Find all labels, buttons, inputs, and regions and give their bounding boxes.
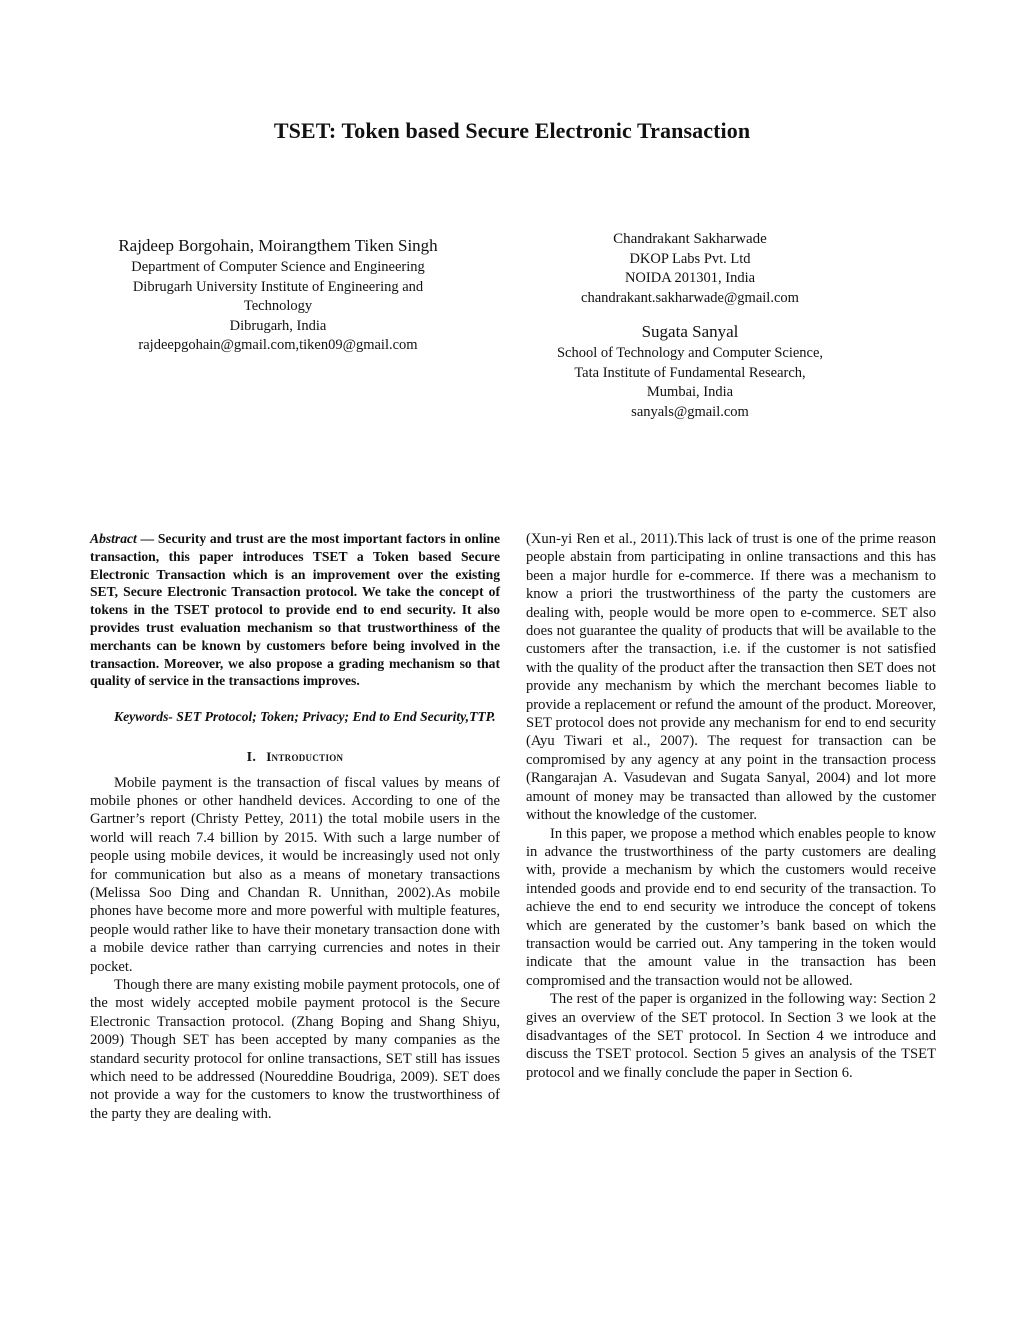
affiliation-line: NOIDA 201301, India	[624, 270, 756, 286]
affiliation-line: Dibrugarh University Institute of Engineering and	[132, 278, 424, 295]
section-title: Introduction	[266, 749, 344, 765]
author-block-right	[556, 230, 824, 422]
author-email: sanyals@gmail.com	[631, 403, 749, 420]
paper-title: TSET: Token based Secure Electronic Transaction	[273, 118, 751, 143]
author-email: chandrakant.sakharwade@gmail.com	[581, 289, 799, 306]
abstract	[90, 530, 500, 690]
author-names: Rajdeep Borgohain, Moirangthem Tiken Singh	[118, 236, 438, 255]
author-name: Sugata Sanyal	[641, 322, 739, 341]
author-email: rajdeepgohain@gmail.com,tiken09@gmail.com	[138, 337, 418, 353]
paragraph: In this paper, we propose a method which enables people to know in advance the trustworthiness of the party customers are dealing with, provide a mechanism by which the customers would receive intended goods and provide end to end security of the transaction. To achieve the end to end security we introduce the concept of tokens which are generated by the customer’s bank based on which the transaction would be carried out. Any tampering in the token would indicate that the amount value in the transaction has been compromised and the transaction would not be allowed.	[526, 825, 936, 989]
affiliation-line: Technology	[243, 298, 313, 314]
affiliation-line: DKOP Labs Pvt. Ltd	[629, 250, 751, 267]
affiliation-line: Dibrugarh, India	[229, 317, 327, 334]
paragraph: Mobile payment is the transaction of fiscal values by means of mobile phones or other handheld devices. According to one of the Gartner’s report (Christy Pettey, 2011) the total mobile users in the world will reach 7.4 billion by 2015. With such a large number of people using mobile devices, it would be increasingly used not only for communication but also as a means of monetary transactions (Melissa Soo Ding and Chandan R. Unnithan, 2002).As mobile phones have become more and more powerful with multiple features, people would rather like to have their monetary transaction done with a mobile device rather than carrying currencies and notes in their pocket.	[90, 774, 500, 975]
abstract-label: Abstract	[90, 531, 137, 546]
section-number: I.	[246, 750, 257, 766]
abstract-text: — Security and trust are the most important factors in online transaction, this paper introduces TSET a Token based Secure Electronic Transaction which is an improvement over the existing SET, Secure Electronic Transaction protocol. We take the concept of tokens in the TSET protocol to provide end to end security. It also provides trust evaluation mechanism so that trustworthiness of the merchants can be known by customers before being involved in the transaction. Moreover, we also propose a grading mechanism so that quality of service in the transactions improves.	[90, 531, 500, 689]
paragraph: Though there are many existing mobile payment protocols, one of the most widely accepted mobile payment protocol is the Secure Electronic Transaction protocol. (Zhang Boping and Shang Shiyu, 2009) Though SET has been accepted by many companies as the standard security protocol for online transactions, SET still has issues which need to be addressed (Noureddine Boudriga, 2009). SET does not provide a way for the customers to know the trustworthiness of the party they are dealing with.	[90, 977, 500, 1122]
paragraph: (Xun-yi Ren et al., 2011).This lack of trust is one of the prime reason people abstain from participating in online transactions and this has been a major hurdle for e-commerce. If there was a mechanism to know a priori the trustworthiness of the party the customers are dealing with, people would be more open to e-commerce. SET also does not guarantee the quality of products that will be available to the customers after the transaction, i.e. if the customer is not satisfied with the quality of the product after the transaction then SET does not provide any mechanism by which the merchant becomes liable to provide a replacement or refund the amount of the product. Moreover, SET protocol does not provide any mechanism for end to end security (Ayu Tiwari et al., 2007). The request for transaction can be compromised by any agency at any point in the transaction process (Rangarajan A. Vasudevan and Sugata Sanyal, 2004) and lot more amount of money may be transacted than allowed by the customer without the knowledge of the customer.	[526, 531, 936, 824]
author-block-left	[96, 234, 460, 356]
author-name: Chandrakant Sakharwade	[613, 231, 767, 247]
affiliation-line: Mumbai, India	[646, 384, 734, 400]
affiliation-line: Department of Computer Science and Engineering	[131, 259, 425, 275]
left-column	[90, 530, 500, 1123]
keywords: Keywords- SET Protocol; Token; Privacy; End to End Security,TTP.	[114, 709, 496, 725]
affiliation-line: School of Technology and Computer Science,	[556, 345, 824, 361]
paragraph: The rest of the paper is organized in the following way: Section 2 gives an overview of the SET protocol. In Section 3 we look at the disadvantages of the SET protocol. In Section 4 we introduce and discuss the TSET protocol. Section 5 gives an analysis of the TSET protocol and we finally conclude the paper in Section 6.	[526, 991, 936, 1081]
section-heading	[90, 748, 500, 767]
right-column	[526, 530, 936, 1082]
affiliation-line: Tata Institute of Fundamental Research,	[574, 364, 806, 381]
